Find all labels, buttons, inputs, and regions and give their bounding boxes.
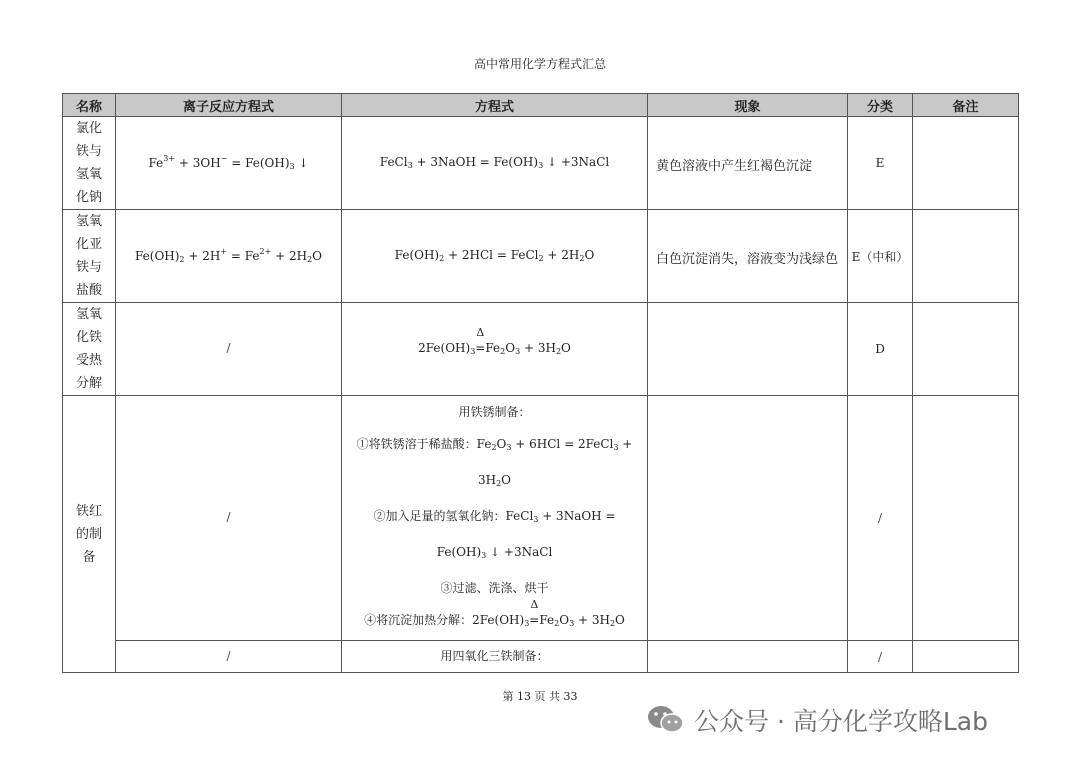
phenomenon: 白色沉淀消失，溶液变为浅绿色 [648,210,848,303]
ionic-equation: / [116,396,342,641]
equation-table [62,93,1019,673]
phenomenon [648,303,848,396]
step-2: ②加入足量的氢氧化钠：FeCl$_3$ + 3NaOH = [373,509,616,524]
col-header-notes: 备注 [913,94,1019,117]
ionic-equation: $Fe^{3+} + 3OH^- = Fe(OH)_3$ ↓ [116,117,342,210]
ionic-equation: $Fe(OH)_2 + 2H^+ = Fe^{2+} + 2H_2O$ [116,210,342,303]
watermark [646,702,988,738]
watermark-text: 公众号 · 高分化学攻略Lab [694,707,988,736]
notes [913,396,1019,641]
phenomenon [648,396,848,641]
equation: FeCl$_3$ + 3NaOH = $Fe(OH)_3$ ↓ +3NaCl [342,117,648,210]
category: / [848,396,913,641]
notes [913,117,1019,210]
table-row [63,303,1019,396]
table-row [63,210,1019,303]
method-title: 用四氧化三铁制备： [342,641,648,673]
ionic-equation: / [116,303,342,396]
col-header-phenomenon: 现象 [648,94,848,117]
category: / [848,641,913,673]
equation: $2Fe(OH)_3$ Δ $=Fe_2O_3 + 3H_2O$ [342,303,648,396]
notes [913,210,1019,303]
page-title: 高中常用化学方程式汇总 [473,57,606,71]
reaction-name: 铁红 的制 备 [63,396,116,673]
equation: 用铁锈制备： ①将铁锈溶于稀盐酸：$Fe_2O_3 + 6HCl$ = 2FeCl$_3$ + $3H_2O$ ②加入足量的氢氧化钠：FeCl$_3$ + 3NaOH = $Fe(OH)_3$ ↓ +3NaCl ③过滤、洗涤、烘干 ④将沉淀加热分解：$2Fe(OH)_3$ Δ $=Fe_2O_3 + 3H_2O$ [342,396,648,641]
step-1: ①将铁锈溶于稀盐酸：$Fe_2O_3 + 6HCl$ = 2FeCl$_3$ + [356,437,633,452]
ionic-equation: / [116,641,342,673]
col-header-ionic: 离子反应方程式 [116,94,342,117]
col-header-equation: 方程式 [342,94,648,117]
table-row [63,641,1019,673]
step-4: ④将沉淀加热分解：$2Fe(OH)_3$ Δ $=Fe_2O_3 + 3H_2O$ [342,604,647,640]
phenomenon [648,641,848,673]
category: E [848,117,913,210]
notes [913,303,1019,396]
table-header-row [63,94,1019,117]
category: D [848,303,913,396]
category: E（中和） [848,210,913,303]
step-3: ③过滤、洗涤、烘干 [440,581,549,595]
reaction-name: 氯化 铁与 氢氧 化钠 [63,117,116,210]
table-row [63,396,1019,641]
page-number: 第 13 页 共 33 [502,690,578,703]
heat-condition: Δ [476,325,485,339]
method-title: 用铁锈制备： [458,405,531,419]
reaction-name: 氢氧 化亚 铁与 盐酸 [63,210,116,303]
heat-condition: Δ [530,598,539,611]
wechat-icon [646,704,686,736]
table-row [63,117,1019,210]
equation: $Fe(OH)_2 + 2HCl$ = FeCl$_2$ + $2H_2O$ [342,210,648,303]
col-header-category: 分类 [848,94,913,117]
notes [913,641,1019,673]
phenomenon: 黄色溶液中产生红褐色沉淀 [648,117,848,210]
col-header-name: 名称 [63,94,116,117]
reaction-name: 氢氧 化铁 受热 分解 [63,303,116,396]
